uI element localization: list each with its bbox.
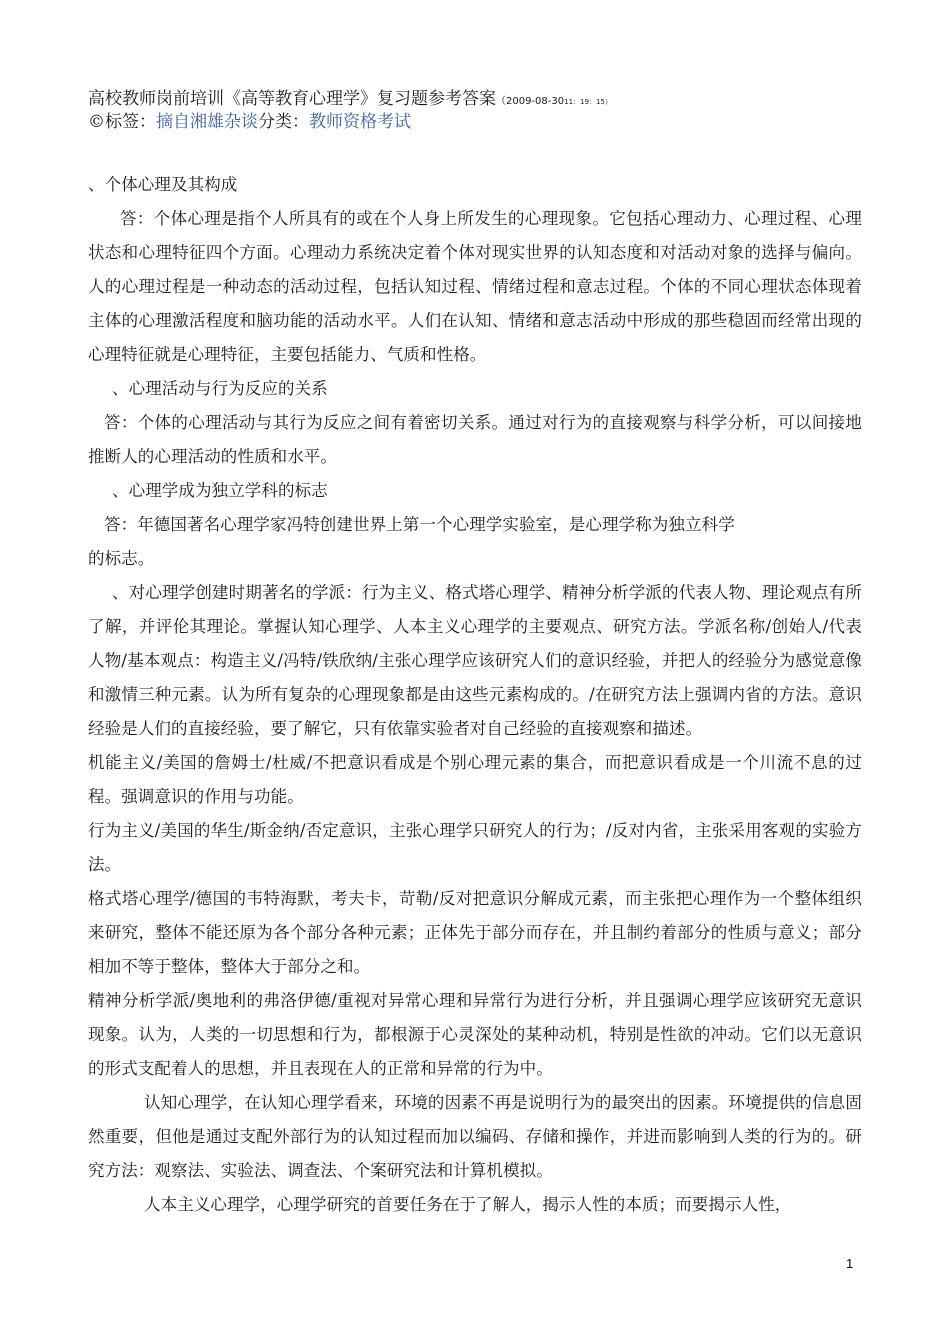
paragraph: 的标志。 [88, 549, 155, 568]
post-date: （2009-08-30 [496, 96, 565, 107]
paragraph: 机能主义/美国的詹姆士/杜威/不把意识看成是个别心理元素的集合，而把意识看成是一个川流不息的过程。强调意识的作用与功能。 [88, 753, 862, 806]
document-header [88, 89, 888, 132]
tags-line [88, 112, 888, 132]
paragraph: 、对心理学创建时期著名的学派：行为主义、格式塔心理学、精神分析学派的代表人物、理论观点有所了解，并评伦其理论。掌握认知心理学、人本主义心理学的主要观点、研究方法。学派名称/创始人/代表人物/基本观点：构造主义/冯特/铁欣纳/主张心理学应该研究人们的意识经验，并把人的经验分为感觉意像和激情三种元素。认为所有复杂的心理现象都是由这些元素构成的。/在研究方法上强调内省的方法。意识经验是人们的直接经验，要了解它，只有依靠实验者对自己经验的直接观察和描述。 [88, 583, 862, 738]
paragraph: 认知心理学，在认知心理学看来，环境的因素不再是说明行为的最突出的因素。环境提供的信息固然重要，但他是通过支配外部行为的认知过程而加以编码、存储和操作，并进而影响到人类的行为的。研究方法：观察法、实验法、调查法、个案研究法和计算机模拟。 [88, 1093, 862, 1180]
paragraph: 答：个体心理是指个人所具有的或在个人身上所发生的心理现象。它包括心理动力、心理过程、心理状态和心理特征四个方面。心理动力系统决定着个体对现实世界的认知态度和对活动对象的选择与偏向。人的心理过程是一种动态的活动过程，包括认知过程、情绪过程和意志过程。个体的不同心理状态体现着主体的心理激活程度和脑功能的活动水平。人们在认知、情绪和意志活动中形成的那些稳固而经常出现的心理特征就是心理特征，主要包括能力、气质和性格。 [88, 209, 862, 364]
tags-label: ©标签： [88, 112, 156, 132]
page-number: 1 [846, 1256, 854, 1271]
category-link[interactable]: 教师资格考试 [309, 112, 411, 132]
paragraph: 、个体心理及其构成 [88, 175, 238, 194]
paragraph: 、心理学成为独立学科的标志 [112, 481, 328, 500]
tag-link[interactable]: 摘自湘雄杂谈 [156, 112, 258, 132]
post-time: 11：19：15） [564, 98, 612, 106]
document-body [88, 168, 862, 1222]
paragraph: 精神分析学派/奥地利的弗洛伊德/重视对异常心理和异常行为进行分析，并且强调心理学应该研究无意识现象。认为，人类的一切思想和行为，都根源于心灵深处的某种动机，特别是性欲的冲动。它们以无意识的形式支配着人的思想，并且表现在人的正常和异常的行为中。 [88, 991, 862, 1078]
paragraph: 、心理活动与行为反应的关系 [112, 379, 328, 398]
paragraph: 答：年德国著名心理学家冯特创建世界上第一个心理学实验室，是心理学称为独立科学 [104, 515, 735, 534]
category-label: 分类： [258, 112, 309, 132]
document-title-line [88, 89, 888, 112]
document-title: 高校教师岗前培训《高等教育心理学》复习题参考答案 [88, 89, 496, 109]
post-timestamp [496, 96, 612, 107]
paragraph: 人本主义心理学，心理学研究的首要任务在于了解人，揭示人性的本质；而要揭示人性， [144, 1195, 792, 1214]
paragraph: 答：个体的心理活动与其行为反应之间有着密切关系。通过对行为的直接观察与科学分析，可以间接地推断人的心理活动的性质和水平。 [88, 413, 862, 466]
paragraph: 行为主义/美国的华生/斯金纳/否定意识，主张心理学只研究人的行为；/反对内省，主张采用客观的实验方法。 [88, 821, 862, 874]
paragraph: 格式塔心理学/德国的韦特海默，考夫卡，苛勒/反对把意识分解成元素，而主张把心理作为一个整体组织来研究，整体不能还原为各个部分各种元素；正体先于部分而存在，并且制约着部分的性质与意义；部分相加不等于整体，整体大于部分之和。 [88, 889, 862, 976]
